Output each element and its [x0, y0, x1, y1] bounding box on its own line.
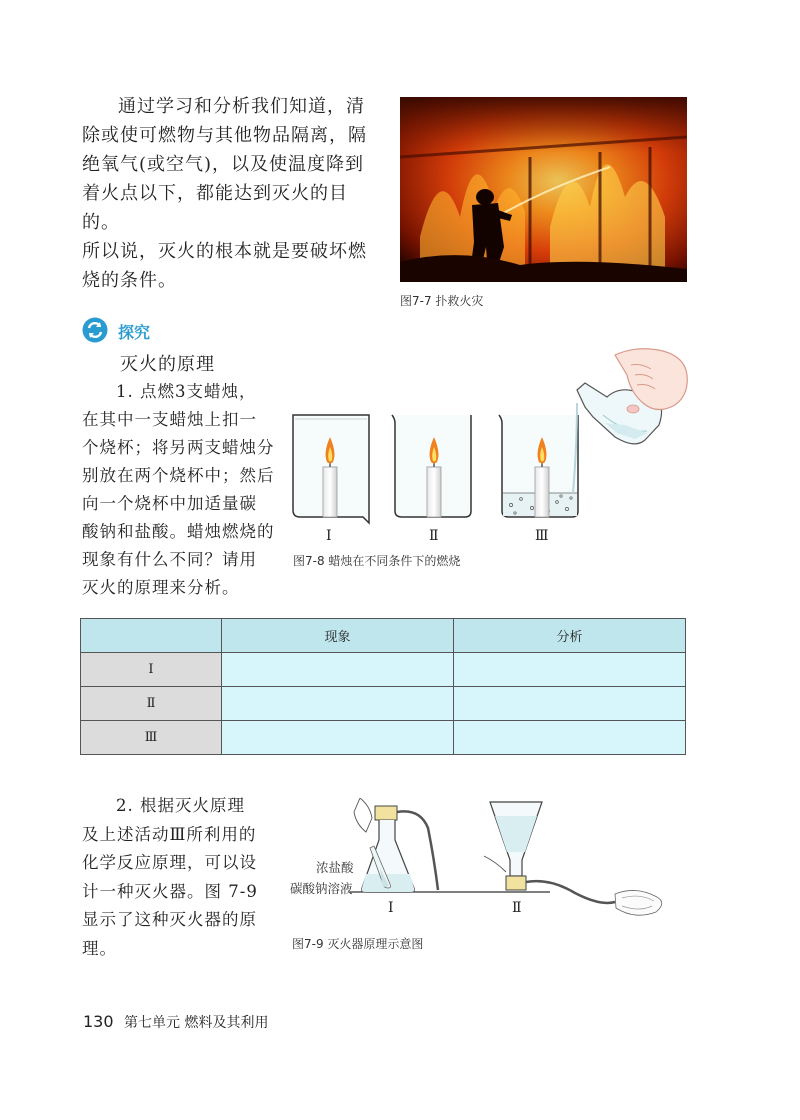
intro-line: 通过学习和分析我们知道，清 [118, 96, 365, 117]
page-footer [83, 1012, 268, 1032]
intro-paragraph [82, 92, 382, 295]
step2-line: 理。 [82, 938, 117, 958]
fig7-9-label-1: Ⅰ [388, 900, 394, 916]
intro-line: 除或使可燃物与其他物品隔离，隔 [82, 125, 367, 146]
intro-line: 着火点以下，都能达到灭火的目的。 [82, 183, 348, 233]
intro-line: 绝氧气(或空气)，以及使温度降到 [82, 154, 365, 175]
table-row [81, 721, 686, 755]
beaker-2 [392, 415, 471, 517]
fig7-9-caption: 图7-9 灭火器原理示意图 [292, 937, 424, 951]
page-number: 130 [83, 1012, 114, 1031]
table-row [81, 687, 686, 721]
step1-line: 向一个烧杯中加适量碳 [82, 494, 257, 513]
table-row-label: Ⅲ [81, 721, 222, 755]
step1-line: 个烧杯；将另两支蜡烛分 [82, 438, 275, 457]
step2-line: 及上述活动Ⅲ所利用的 [82, 824, 257, 844]
fig7-8-caption: 图7-8 蜡烛在不同条件下的燃烧 [293, 554, 461, 568]
step2-line: 2. 根据灭火原理 [116, 796, 245, 815]
table-cell-phenomenon[interactable] [222, 653, 454, 687]
observation-table [80, 618, 686, 755]
intro-line: 烧的条件。 [82, 270, 177, 291]
fig7-8-illustration [285, 345, 690, 545]
table-cell-analysis[interactable] [454, 653, 686, 687]
step1-line: 1. 点燃3支蜡烛， [116, 382, 257, 401]
beaker-3 [499, 403, 578, 517]
explore-title: 探究 [118, 323, 151, 342]
step1-line: 别放在两个烧杯中；然后 [82, 466, 275, 485]
fig7-8-label-3: Ⅲ [535, 528, 549, 544]
table-row-label: Ⅰ [81, 653, 222, 687]
fire-scene-illustration [400, 97, 687, 282]
flask-1 [354, 798, 438, 892]
step1-line: 现象有什么不同？请用 [82, 550, 257, 569]
table-header-cell: 分析 [454, 619, 686, 653]
fig7-7-caption: 图7-7 扑救火灾 [400, 294, 484, 308]
label-concentrated-hcl: 浓盐酸 [316, 860, 354, 875]
firefighting-photo [400, 97, 687, 282]
table-header-row [81, 619, 686, 653]
step2-line: 显示了这种灭火器的原 [82, 910, 257, 929]
table-cell-analysis[interactable] [454, 687, 686, 721]
table-cell-analysis[interactable] [454, 721, 686, 755]
table-header-cell: 现象 [222, 619, 454, 653]
step1-line: 酸钠和盐酸。蜡烛燃烧的 [82, 522, 275, 541]
table-cell-phenomenon[interactable] [222, 687, 454, 721]
fig7-9-illustration [350, 798, 670, 928]
explore-subtitle: 灭火的原理 [120, 354, 215, 375]
explore-icon [82, 317, 108, 343]
table-header-cell [81, 619, 222, 653]
step1-paragraph [82, 378, 282, 602]
label-sodium-carbonate-solution: 碳酸钠溶液 [290, 881, 353, 896]
fig7-8-label-2: Ⅱ [429, 528, 439, 544]
table-row [81, 653, 686, 687]
table-row-label: Ⅱ [81, 687, 222, 721]
fig7-8-label-1: Ⅰ [326, 528, 332, 544]
unit-title: 第七单元 燃料及其利用 [124, 1015, 269, 1031]
beaker-1 [293, 415, 369, 523]
table-cell-phenomenon[interactable] [222, 721, 454, 755]
flask-2 [484, 802, 662, 915]
step2-line: 化学反应原理，可以设 [82, 853, 257, 872]
intro-line: 所以说，灭火的根本就是要破坏燃 [82, 241, 367, 262]
step1-line: 在其中一支蜡烛上扣一 [82, 410, 257, 429]
step2-line: 计一种灭火器。图 7-9 [82, 881, 258, 901]
fig7-9-label-2: Ⅱ [512, 900, 522, 916]
step1-line: 灭火的原理来分析。 [82, 578, 240, 597]
step2-paragraph [82, 792, 282, 963]
